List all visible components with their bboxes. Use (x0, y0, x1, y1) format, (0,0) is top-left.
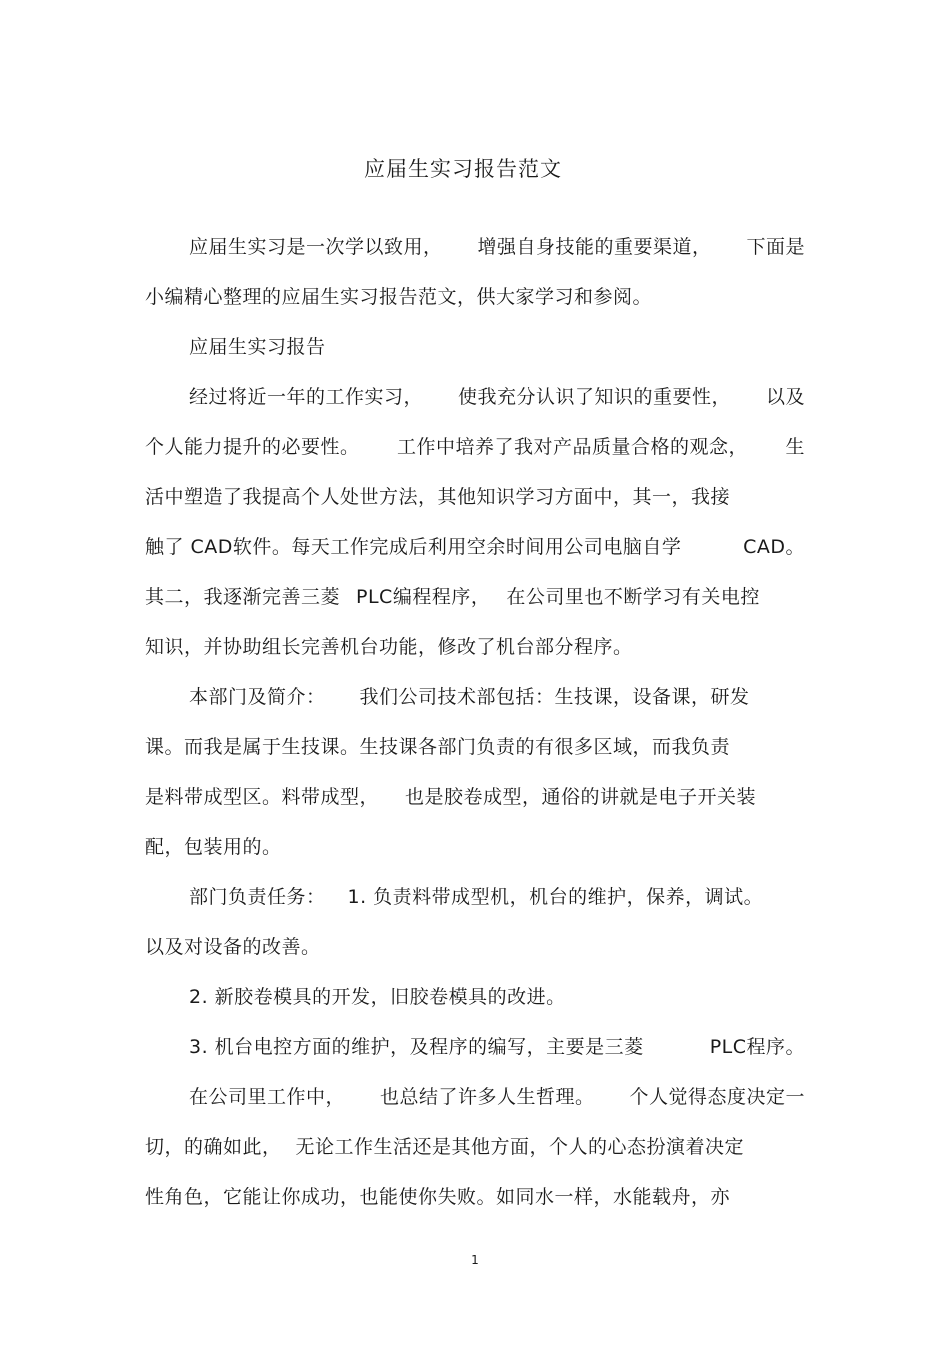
text-line (145, 420, 805, 470)
page-number: 1 (471, 1253, 479, 1267)
text-segment: 以及对设备的改善。 (145, 935, 321, 958)
text-segment: 在公司里也不断学习有关电控 (506, 585, 760, 608)
text-segment: 1. 负责料带成型机，机台的维护，保养，调试。 (347, 885, 764, 908)
text-segment: 知识，并协助组长完善机台功能，修改了机台部分程序。 (145, 635, 633, 658)
text-segment: 配，包装用的。 (145, 835, 282, 858)
document-body (145, 220, 805, 1220)
text-segment: PLC编程程序， (356, 585, 491, 608)
text-segment: 以及 (765, 385, 805, 408)
text-segment: 2. 新胶卷模具的开发，旧胶卷模具的改进。 (189, 985, 566, 1008)
text-segment: 3. 机台电控方面的维护，及程序的编写，主要是三菱 (189, 1035, 644, 1058)
text-segment: 也总结了许多人生哲理。 (379, 1085, 595, 1108)
list-item (145, 1020, 805, 1070)
text-line (145, 520, 805, 570)
text-segment: 使我充分认识了知识的重要性， (457, 385, 731, 408)
text-line (145, 1170, 805, 1220)
text-line (145, 270, 805, 320)
text-segment: 我们公司技术部包括：生技课，设备课，研发 (359, 685, 750, 708)
text-line (145, 1070, 805, 1120)
text-segment: 切，的确如此， (145, 1135, 282, 1158)
section-heading (145, 320, 805, 370)
text-segment: 触了 CAD软件。每天工作完成后利用空余时间用公司电脑自学 (145, 535, 682, 558)
text-line (145, 620, 805, 670)
list-item (145, 970, 805, 1020)
text-segment: 增强自身技能的重要渠道， (477, 235, 712, 258)
text-segment: 性角色，它能让你成功，也能使你失败。如同水一样，水能载舟，亦 (145, 1185, 731, 1208)
text-segment: 其二，我逐渐完善三菱 (145, 585, 341, 608)
text-line (145, 220, 805, 270)
text-segment: 在公司里工作中， (189, 1085, 346, 1108)
text-line (145, 820, 805, 870)
text-line (145, 770, 805, 820)
text-segment: 个人能力提升的必要性。 (145, 435, 360, 458)
text-segment: 活中塑造了我提高个人处世方法，其他知识学习方面中，其一，我接 (145, 485, 731, 508)
text-line (145, 920, 805, 970)
text-line (145, 1120, 805, 1170)
text-line (145, 570, 805, 620)
text-line (145, 870, 805, 920)
text-segment: 也是胶卷成型，通俗的讲就是电子开关装 (405, 785, 757, 808)
text-line (145, 670, 805, 720)
text-segment: PLC程序。 (709, 1035, 805, 1058)
text-segment: 本部门及简介： (189, 685, 326, 708)
text-segment: 应届生实习是一次学以致用， (189, 235, 443, 258)
text-segment: 下面是 (746, 235, 805, 258)
text-line (145, 470, 805, 520)
text-segment: 经过将近一年的工作实习， (189, 385, 424, 408)
text-segment: 应届生实习报告 (189, 335, 326, 358)
text-segment: 部门负责任务： (189, 885, 326, 908)
text-line (145, 720, 805, 770)
text-segment: 小编精心整理的应届生实习报告范文，供大家学习和参阅。 (145, 285, 653, 308)
document-title: 应届生实习报告范文 (364, 157, 562, 181)
text-segment: 是料带成型区。料带成型， (145, 785, 380, 808)
text-segment: 课。而我是属于生技课。生技课各部门负责的有很多区域，而我负责 (145, 735, 731, 758)
text-segment: 个人觉得态度决定一 (629, 1085, 805, 1108)
text-line (145, 370, 805, 420)
text-segment: 生 (785, 435, 805, 458)
text-segment: 无论工作生活还是其他方面，个人的心态扮演着决定 (295, 1135, 745, 1158)
text-segment: CAD。 (743, 535, 805, 558)
text-segment: 工作中培养了我对产品质量合格的观念， (396, 435, 748, 458)
